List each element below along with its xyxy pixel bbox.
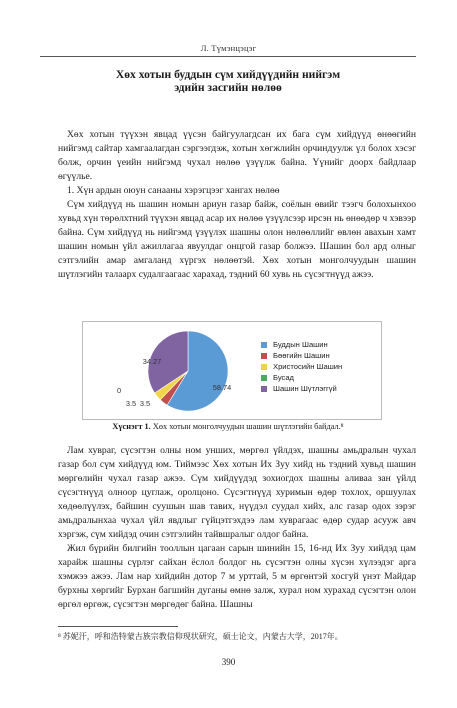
article-title (40, 68, 416, 94)
legend-label-shamanism: Бөөгийн Шашин (273, 351, 330, 360)
pie-chart (83, 322, 263, 419)
paragraph-intro: Хөх хотын түүхэн явцад үүсэн байгуулагдсан их бага сүм хийдүүд өнөөгийн нийгэмд сайтар хамгаалагдан сэргээгдэж, хотын хөгжлийн орчиндуулж үл болох хэсэг болж, орчин үеийн нийгэмд чухал нөлөө үзүүлж байна. Үүнийг доорх байдлаар өгүүлье. (58, 129, 416, 182)
paragraph-festival: Жил бүрийн билгийн тооллын цагаан сарын шинийн 15, 16-нд Их Зуу хийдэд цам харайж шашны сүрлэг сайхан ёслол болдог нь сүсэгтэн олны хүсэн хүлээдэг арга хэмжээ ажээ. Лам нар хийдийн дотор 7 м урттай, 5 м өргөнтэй хосгуй үнэт Майдар бурхны хөргийг Бурхан багшийн дуганы өмнө залж, хурал ном хурахад сүсэгтэн олон өргөл өргөж, сүсэгтэн мөргөдөг байна. Шашны (58, 543, 416, 610)
title-line-2: эдийн засгийн нөлөө (174, 81, 282, 94)
legend-label-christianity: Христосийн Шашин (273, 362, 343, 371)
footnote-rule (58, 626, 178, 627)
pie-label-christianity: 3.5 (139, 399, 151, 408)
legend-swatch-shamanism (261, 353, 267, 359)
chart-container (82, 321, 382, 420)
legend-item-other (261, 372, 342, 383)
figure-caption (40, 422, 416, 431)
pie-label-other: 0 (116, 386, 122, 395)
caption-text: Хөх хотын монголчуудын шашин шүтлэгийн байдал.⁸ (150, 422, 344, 431)
legend-item-no-religion (261, 383, 342, 394)
legend-swatch-christianity (261, 364, 267, 370)
legend-swatch-buddhism (261, 342, 267, 348)
title-line-1: Хөх хотын буддын сүм хийдүүдийн нийгэм (115, 68, 341, 81)
footnote: ⁸ 苏妮汗，呼和浩特蒙古族宗教信仰现状研究，硕士论文，内蒙古大学，2017年。 (58, 632, 343, 641)
caption-label: Хүснэгт 1. (112, 422, 151, 431)
legend-item-shamanism (261, 350, 342, 361)
pie-label-no-religion: 34.27 (142, 357, 162, 366)
pie-label-shamanism: 3.5 (125, 399, 137, 408)
legend-label-other: Бусад (273, 373, 294, 382)
legend-item-buddhism (261, 339, 342, 350)
legend-label-buddhism: Буддын Шашин (273, 340, 328, 349)
legend-swatch-other (261, 375, 267, 381)
legend-label-no-religion: Шашин Шүтлэггүй (273, 384, 337, 393)
paragraph-spiritual-needs: Сүм хийдүүд нь шашин номын ариун газар байж, соёлын өвийг тээгч болохынхоо хувьд хүн төрөлхтний түүхэн явцад асар их нөлөө үзүүлсээр ирсэн нь өнөөдөр ч хэвээр байна. Сүм хийдүүд нь нийгэмд үзүүлэх шашны олон нөлөөллийг өвлөн авахын хамт шашин номын үйл ажиллагаа явуулдаг онцгой газар болжээ. Шашин бол ард олныг сэтгэлийн амар амгаланд хүргэх нөлөөтэй. Хөх хотын монголчуудын шашин шүтлэгийн талаарх судалгаагаас харахад, тэдний 60 хувь нь сүсэгтнүүд ажээ. (58, 199, 416, 280)
running-head: Л. Түмэнцэцэг (200, 43, 257, 53)
paragraph-lamas: Лам хувраг, сүсэгтэн олны ном унших, мөргөл үйлдэх, шашны амьдралын чухал газар бол сүм хийдүүд юм. Тиймээс Хөх хотын Их Зуу хийд нь тэдний хувьд шашин мөргөлийн чухал газар ажээ. Сүм хийдүүдэд зохиогдох шашны аливаа зан үйлд сүсэгтнүүд олноор цуглаж, оролцоно. Сүсэгтнүүд хуримын өдөр тохлох, оршуулах хөдөөлүүлэх, байшин суушын шав тавих, нүүдэл суудал хийх, алс газар одох зэрэг амьдралынхаа чухал үйл явдлыг гүйцэтгэхдээ лам хуврагаас өдөр судар асууж авч хэргэж, сүм хийдэд очин сэтгэлийн тайвшралыг олдог байна. (58, 445, 416, 540)
page-number: 390 (221, 657, 236, 667)
legend-item-christianity (261, 361, 342, 372)
header-rule (40, 56, 416, 57)
pie-label-buddhism: 58.74 (212, 383, 232, 392)
paragraph-section-heading: 1. Хүн ардын оюун санааны хэрэгцээг хангах нөлөө (67, 185, 280, 196)
chart-legend (261, 339, 342, 394)
legend-swatch-no-religion (261, 386, 267, 392)
